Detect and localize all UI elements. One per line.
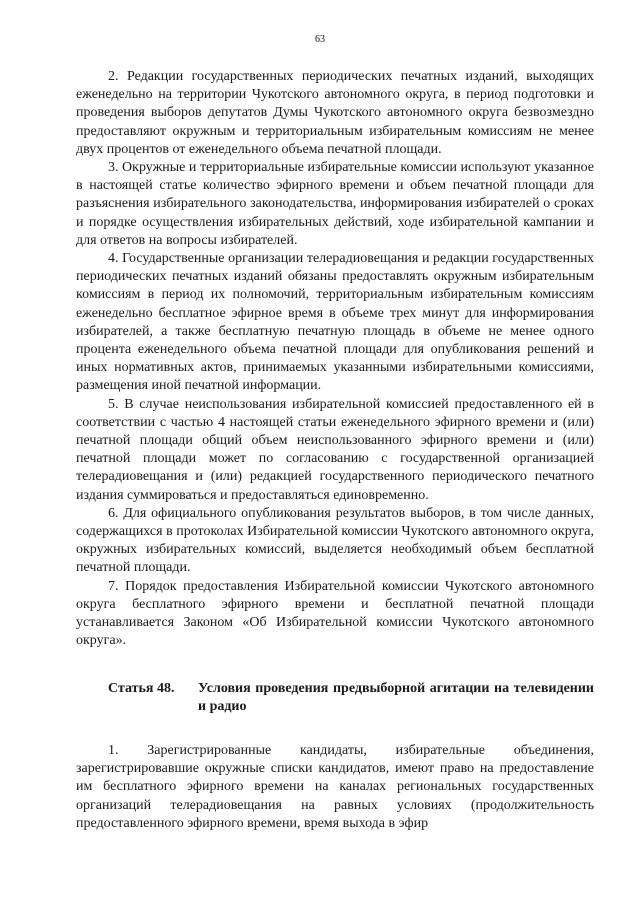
paragraph-2: 2. Редакции государственных периодических печатных изданий, выходящих еженедельно на территории Чукотского автономного округа, в период подготовки и проведения выборов депутатов Думы Чукотского автономного округа безвозмездно предоставляют окружным и территориальным избирательным комиссиям не менее двух процентов от еженедельного объема печатной площади. (76, 69, 594, 157)
article-paragraph-1: 1. Зарегистрированные кандидаты, избирательные объединения, зарегистрировавшие окружные списки кандидатов, имеют право на предоставление им бесплатного эфирного времени на каналах региональных государственных организаций телерадиовещания на равных условиях (продолжительность предоставленного эфирного времени, время выхода в эфир (76, 742, 594, 831)
page-number: 63 (315, 34, 325, 45)
article-number: Статья 48. (108, 680, 175, 696)
paragraph-5: 5. В случае неиспользования избирательной комиссией предоставленного ей в соответствии с частью 4 настоящей статьи еженедельного эфирного времени и (или) печатной площади общий объем неиспользованного эфирного времени и (или) печатной площади может по согласованию с государственной организацией телерадиовещания и (или) редакцией государственного периодического печатного издания суммироваться и предоставляться единовременно. (76, 396, 594, 503)
heading-spacer (76, 716, 594, 742)
paragraph-4: 4. Государственные организации телерадиовещания и редакции государственных периодических печатных изданий обязаны предоставлять окружным избирательным комиссиям в период их полномочий, территориальным избирательным комиссиям еженедельно бесплатное эфирное время в объеме трех минут для информирования избирателей, а также бесплатную печатную площадь в объеме не менее одного процента еженедельного объема печатной площади для опубликования решений и иных нормативных актов, принимаемых указанными избирательными комиссиями, размещения иной печатной информации. (76, 251, 594, 394)
paragraph-6: 6. Для официального опубликования результатов выборов, в том числе данных, содержащихся в протоколах Избирательной комиссии Чукотского автономного округа, окружных избирательных комиссий, выделяется необходимый объем бесплатной печатной площади. (76, 505, 594, 576)
paragraph-3: 3. Окружные и территориальные избирательные комиссии используют указанное в настоящей статье количество эфирного времени и объем печатной площади для разъяснения избирательного законодательства, информирования избирателей о сроках и порядке осуществления избирательных действий, ходе избирательной кампании и для ответов на вопросы избирателей. (76, 160, 594, 248)
paragraph-7: 7. Порядок предоставления Избирательной комиссии Чукотского автономного округа бесплатного эфирного времени и бесплатной печатной площади устанавливается Законом «Об Избирательной комиссии Чукотского автономного округа». (76, 578, 594, 649)
document-body (76, 68, 594, 833)
article-heading (76, 680, 594, 716)
article-title: Условия проведения предвыборной агитации на телевидении и радио (198, 680, 594, 714)
